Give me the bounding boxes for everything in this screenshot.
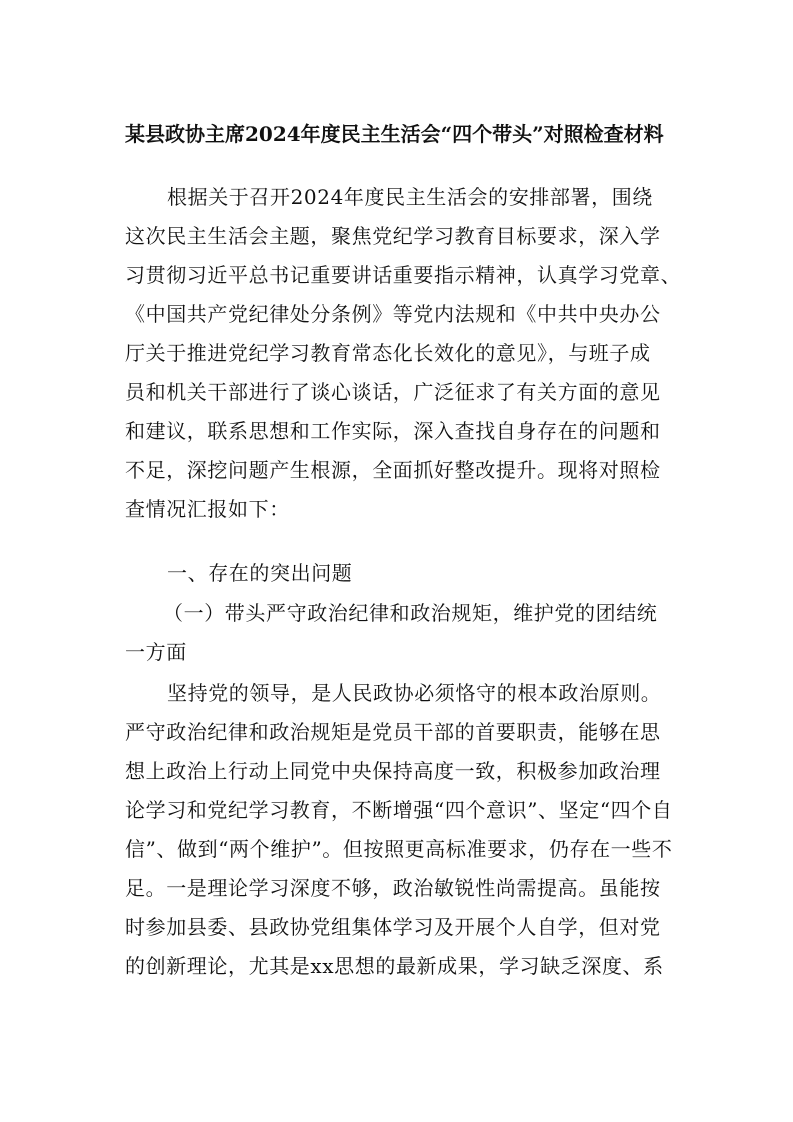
paragraph-line: 《中国共产党纪律处分条例》等党内法规和《中共中央办公: [125, 302, 661, 326]
subsection-heading-line: （一）带头严守政治纪律和政治规矩，维护党的团结统: [163, 601, 658, 625]
paragraph-line: 厅关于推进党纪学习教育常态化长效化的意见》，与班子成: [125, 341, 651, 365]
paragraph-line: 时参加县委、县政协党组集体学习及开展个人自学，但对党: [125, 915, 661, 939]
paragraph-line: 这次民主生活会主题，聚焦党纪学习教育目标要求，深入学: [125, 224, 661, 248]
paragraph-line: 坚持党的领导，是人民政协必须恪守的根本政治原则。: [167, 681, 662, 705]
paragraph-line: 论学习和党纪学习教育，不断增强“四个意识”、坚定“四个自: [125, 798, 673, 822]
paragraph-line: 严守政治纪律和政治规矩是党员干部的首要职责，能够在思: [125, 720, 661, 744]
paragraph-line: 和建议，联系思想和工作实际，深入查找自身存在的问题和: [125, 419, 661, 443]
body-paragraph: [125, 674, 675, 986]
paragraph-line: 根据关于召开2024年度民主生活会的安排部署，围绕: [167, 185, 653, 209]
paragraph-line: 不足，深挖问题产生根源，全面抓好整改提升。现将对照检: [125, 458, 661, 482]
document-title: 某县政协主席2024年度民主生活会“四个带头”对照检查材料: [125, 122, 664, 146]
paragraph-line: 习贯彻习近平总书记重要讲话重要指示精神，认真学习党章、: [125, 263, 682, 287]
paragraph-line: 查情况汇报如下：: [125, 497, 290, 521]
paragraph-line: 员和机关干部进行了谈心谈话，广泛征求了有关方面的意见: [125, 380, 661, 404]
subsection-heading: [125, 594, 675, 672]
section-heading-text: 一、存在的突出问题: [167, 561, 353, 585]
paragraph-line: 的创新理论，尤其是xx思想的最新成果，学习缺乏深度、系: [125, 954, 664, 978]
paragraph-line: 信”、做到“两个维护”。但按照更高标准要求，仍存在一些不: [125, 837, 673, 861]
section-heading: [125, 554, 675, 593]
intro-paragraph: [125, 178, 682, 529]
paragraph-line: 足。一是理论学习深度不够，政治敏锐性尚需提高。虽能按: [125, 876, 661, 900]
paragraph-line: 想上政治上行动上同党中央保持高度一致，积极参加政治理: [125, 759, 661, 783]
subsection-heading-line: 一方面: [125, 640, 187, 664]
